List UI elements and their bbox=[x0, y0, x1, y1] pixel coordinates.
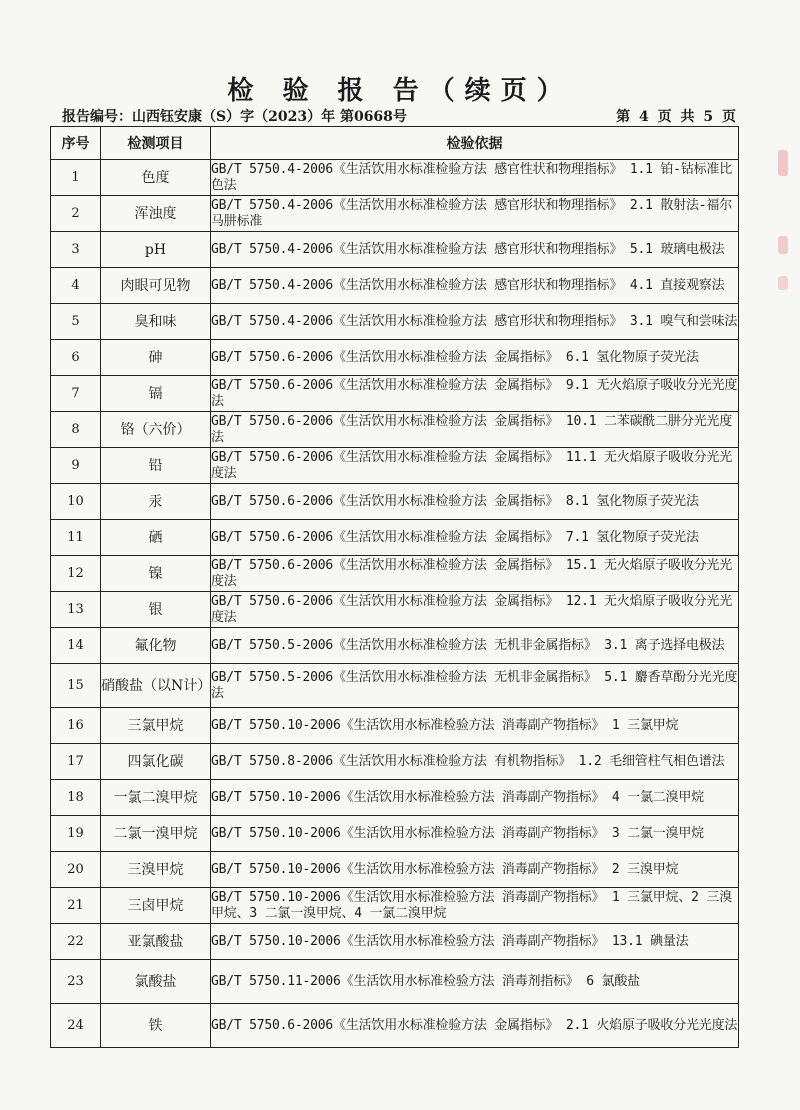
report-number: 报告编号：山西钰安康（S）字（2023）年 第0668号 bbox=[62, 109, 407, 125]
test-item: 四氯化碳 bbox=[101, 744, 211, 780]
test-basis-table bbox=[50, 126, 739, 1048]
test-basis: GB/T 5750.10-2006《生活饮用水标准检验方法 消毒副产物指标》 1 三氯甲烷 bbox=[211, 708, 739, 744]
row-number: 10 bbox=[51, 484, 101, 520]
table-row bbox=[51, 592, 739, 628]
test-basis: GB/T 5750.6-2006《生活饮用水标准检验方法 金属指标》 15.1 无火焰原子吸收分光光度法 bbox=[211, 556, 739, 592]
test-item: 浑浊度 bbox=[101, 196, 211, 232]
row-number: 7 bbox=[51, 376, 101, 412]
test-basis: GB/T 5750.6-2006《生活饮用水标准检验方法 金属指标》 7.1 氢化物原子荧光法 bbox=[211, 520, 739, 556]
row-number: 13 bbox=[51, 592, 101, 628]
test-basis: GB/T 5750.10-2006《生活饮用水标准检验方法 消毒副产物指标》 1 三氯甲烷、2 三溴甲烷、3 二氯一溴甲烷、4 一氯二溴甲烷 bbox=[211, 888, 739, 924]
test-basis: GB/T 5750.5-2006《生活饮用水标准检验方法 无机非金属指标》 3.1 离子选择电极法 bbox=[211, 628, 739, 664]
table-row bbox=[51, 628, 739, 664]
stamp-mark bbox=[778, 236, 788, 254]
test-basis: GB/T 5750.6-2006《生活饮用水标准检验方法 金属指标》 8.1 氢化物原子荧光法 bbox=[211, 484, 739, 520]
column-header-no: 序号 bbox=[51, 127, 101, 160]
row-number: 16 bbox=[51, 708, 101, 744]
table-row bbox=[51, 484, 739, 520]
test-item: 三卤甲烷 bbox=[101, 888, 211, 924]
table-row bbox=[51, 304, 739, 340]
row-number: 9 bbox=[51, 448, 101, 484]
table-row bbox=[51, 376, 739, 412]
test-basis: GB/T 5750.6-2006《生活饮用水标准检验方法 金属指标》 12.1 无火焰原子吸收分光光度法 bbox=[211, 592, 739, 628]
row-number: 24 bbox=[51, 1004, 101, 1048]
row-number: 19 bbox=[51, 816, 101, 852]
test-basis: GB/T 5750.5-2006《生活饮用水标准检验方法 无机非金属指标》 5.1 麝香草酚分光光度法 bbox=[211, 664, 739, 708]
row-number: 4 bbox=[51, 268, 101, 304]
test-basis: GB/T 5750.6-2006《生活饮用水标准检验方法 金属指标》 6.1 氢化物原子荧光法 bbox=[211, 340, 739, 376]
row-number: 5 bbox=[51, 304, 101, 340]
table-row bbox=[51, 412, 739, 448]
row-number: 8 bbox=[51, 412, 101, 448]
row-number: 23 bbox=[51, 960, 101, 1004]
table-row bbox=[51, 780, 739, 816]
table-row bbox=[51, 232, 739, 268]
table-header-row bbox=[51, 127, 739, 160]
test-item: 氯酸盐 bbox=[101, 960, 211, 1004]
row-number: 15 bbox=[51, 664, 101, 708]
table-row bbox=[51, 744, 739, 780]
test-basis: GB/T 5750.10-2006《生活饮用水标准检验方法 消毒副产物指标》 2 三溴甲烷 bbox=[211, 852, 739, 888]
row-number: 21 bbox=[51, 888, 101, 924]
table-row bbox=[51, 196, 739, 232]
report-meta bbox=[62, 106, 738, 126]
test-item: 一氯二溴甲烷 bbox=[101, 780, 211, 816]
table-row bbox=[51, 924, 739, 960]
test-item: 氟化物 bbox=[101, 628, 211, 664]
table-row bbox=[51, 852, 739, 888]
row-number: 2 bbox=[51, 196, 101, 232]
table-row bbox=[51, 520, 739, 556]
page-indicator: 第 4 页 共 5 页 bbox=[616, 109, 738, 125]
row-number: 1 bbox=[51, 160, 101, 196]
table-row bbox=[51, 664, 739, 708]
test-basis: GB/T 5750.4-2006《生活饮用水标准检验方法 感官形状和物理指标》 5.1 玻璃电极法 bbox=[211, 232, 739, 268]
row-number: 6 bbox=[51, 340, 101, 376]
test-basis: GB/T 5750.11-2006《生活饮用水标准检验方法 消毒剂指标》 6 氯酸盐 bbox=[211, 960, 739, 1004]
test-item: 二氯一溴甲烷 bbox=[101, 816, 211, 852]
table-row bbox=[51, 708, 739, 744]
test-item: 砷 bbox=[101, 340, 211, 376]
row-number: 22 bbox=[51, 924, 101, 960]
test-item: 镉 bbox=[101, 376, 211, 412]
test-item: 亚氯酸盐 bbox=[101, 924, 211, 960]
column-header-item: 检测项目 bbox=[101, 127, 211, 160]
stamp-mark bbox=[778, 276, 788, 290]
test-item: 铬（六价） bbox=[101, 412, 211, 448]
table-row bbox=[51, 816, 739, 852]
test-basis: GB/T 5750.4-2006《生活饮用水标准检验方法 感官形状和物理指标》 3.1 嗅气和尝味法 bbox=[211, 304, 739, 340]
column-header-basis: 检验依据 bbox=[211, 127, 739, 160]
table-row bbox=[51, 160, 739, 196]
test-item: 硒 bbox=[101, 520, 211, 556]
test-item: 镍 bbox=[101, 556, 211, 592]
test-item: 硝酸盐（以N计） bbox=[101, 664, 211, 708]
test-item: 铁 bbox=[101, 1004, 211, 1048]
row-number: 20 bbox=[51, 852, 101, 888]
test-basis: GB/T 5750.4-2006《生活饮用水标准检验方法 感官性状和物理指标》 1.1 铂-钴标准比色法 bbox=[211, 160, 739, 196]
test-basis: GB/T 5750.6-2006《生活饮用水标准检验方法 金属指标》 11.1 无火焰原子吸收分光光度法 bbox=[211, 448, 739, 484]
test-basis: GB/T 5750.10-2006《生活饮用水标准检验方法 消毒副产物指标》 4 一氯二溴甲烷 bbox=[211, 780, 739, 816]
test-item: 肉眼可见物 bbox=[101, 268, 211, 304]
test-item: 三氯甲烷 bbox=[101, 708, 211, 744]
page-title: 检 验 报 告（续页） bbox=[227, 76, 573, 106]
test-basis: GB/T 5750.10-2006《生活饮用水标准检验方法 消毒副产物指标》 3 二氯一溴甲烷 bbox=[211, 816, 739, 852]
test-item: 三溴甲烷 bbox=[101, 852, 211, 888]
test-item: 铅 bbox=[101, 448, 211, 484]
row-number: 18 bbox=[51, 780, 101, 816]
row-number: 3 bbox=[51, 232, 101, 268]
table-row bbox=[51, 888, 739, 924]
test-basis: GB/T 5750.8-2006《生活饮用水标准检验方法 有机物指标》 1.2 毛细管柱气相色谱法 bbox=[211, 744, 739, 780]
row-number: 14 bbox=[51, 628, 101, 664]
test-basis: GB/T 5750.4-2006《生活饮用水标准检验方法 感官形状和物理指标》 2.1 散射法-福尔马肼标准 bbox=[211, 196, 739, 232]
test-item: 色度 bbox=[101, 160, 211, 196]
test-basis: GB/T 5750.6-2006《生活饮用水标准检验方法 金属指标》 2.1 火焰原子吸收分光光度法 bbox=[211, 1004, 739, 1048]
table-row bbox=[51, 448, 739, 484]
test-basis: GB/T 5750.10-2006《生活饮用水标准检验方法 消毒副产物指标》 13.1 碘量法 bbox=[211, 924, 739, 960]
test-item: pH bbox=[101, 232, 211, 268]
row-number: 17 bbox=[51, 744, 101, 780]
table-row bbox=[51, 1004, 739, 1048]
test-item: 汞 bbox=[101, 484, 211, 520]
table-row bbox=[51, 340, 739, 376]
table-row bbox=[51, 960, 739, 1004]
row-number: 11 bbox=[51, 520, 101, 556]
table-row bbox=[51, 556, 739, 592]
table-row bbox=[51, 268, 739, 304]
test-basis: GB/T 5750.6-2006《生活饮用水标准检验方法 金属指标》 10.1 二苯碳酰二肼分光光度法 bbox=[211, 412, 739, 448]
stamp-mark bbox=[778, 150, 788, 176]
test-item: 臭和味 bbox=[101, 304, 211, 340]
row-number: 12 bbox=[51, 556, 101, 592]
test-item: 银 bbox=[101, 592, 211, 628]
test-basis: GB/T 5750.6-2006《生活饮用水标准检验方法 金属指标》 9.1 无火焰原子吸收分光光度法 bbox=[211, 376, 739, 412]
test-basis: GB/T 5750.4-2006《生活饮用水标准检验方法 感官形状和物理指标》 4.1 直接观察法 bbox=[211, 268, 739, 304]
